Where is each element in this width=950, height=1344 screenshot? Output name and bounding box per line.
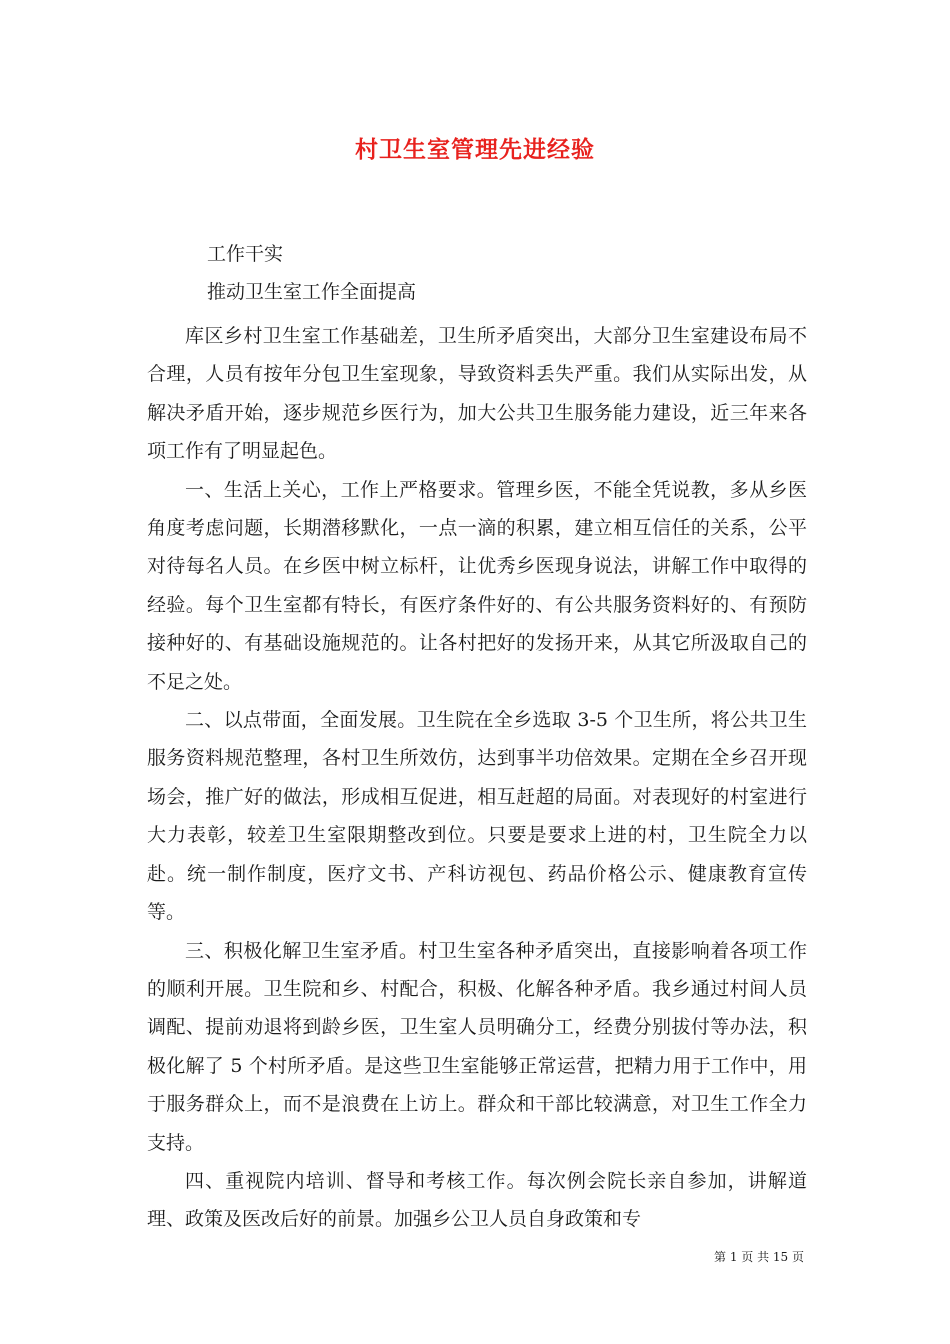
paragraph-section-4: 四、重视院内培训、督导和考核工作。每次例会院长亲自参加，讲解道理、政策及医改后好的前景。加强乡公卫人员自身政策和专 — [147, 1169, 807, 1231]
paragraph-section-2: 二、以点带面，全面发展。卫生院在全乡选取 3-5 个卫生所，将公共卫生服务资料规范整理，各村卫生所效仿，达到事半功倍效果。定期在全乡召开现场会，推广好的做法，形成相互促进，相互赶超的局面。对表现好的村室进行大力表彰，较差卫生室限期整改到位。只要是要求上进的村，卫生院全力以赴。统一制作制度，医疗文书、产科访视包、药品价格公示、健康教育宣传等。 — [147, 709, 807, 924]
document-body — [147, 317, 807, 1239]
document-title: 村卫生室管理先进经验 — [355, 136, 595, 163]
subtitle-line-2: 推动卫生室工作全面提高 — [207, 281, 417, 303]
subtitle-line-1: 工作干实 — [207, 243, 284, 265]
paragraph-intro: 库区乡村卫生室工作基础差，卫生所矛盾突出，大部分卫生室建设布局不合理，人员有按年分包卫生室现象，导致资料丢失严重。我们从实际出发，从解决矛盾开始，逐步规范乡医行为，加大公共卫生服务能力建设，近三年来各项工作有了明显起色。 — [147, 325, 807, 463]
paragraph-section-3: 三、积极化解卫生室矛盾。村卫生室各种矛盾突出，直接影响着各项工作的顺利开展。卫生院和乡、村配合，积极、化解各种矛盾。我乡通过村间人员调配、提前劝退将到龄乡医，卫生室人员明确分工，经费分别拔付等办法，积极化解了 5 个村所矛盾。是这些卫生室能够正常运营，把精力用于工作中，用于服务群众上，而不是浪费在上访上。群众和干部比较满意，对卫生工作全力支持。 — [147, 939, 807, 1154]
paragraph-section-1: 一、生活上关心，工作上严格要求。管理乡医，不能全凭说教，多从乡医角度考虑问题，长期潜移默化，一点一滴的积累，建立相互信任的关系，公平对待每名人员。在乡医中树立标杆，让优秀乡医现身说法，讲解工作中取得的经验。每个卫生室都有特长，有医疗条件好的、有公共服务资料好的、有预防接种好的、有基础设施规范的。让各村把好的发扬开来，从其它所汲取自己的不足之处。 — [147, 478, 807, 693]
page-number-footer: 第 1 页 共 15 页 — [714, 1250, 804, 1264]
